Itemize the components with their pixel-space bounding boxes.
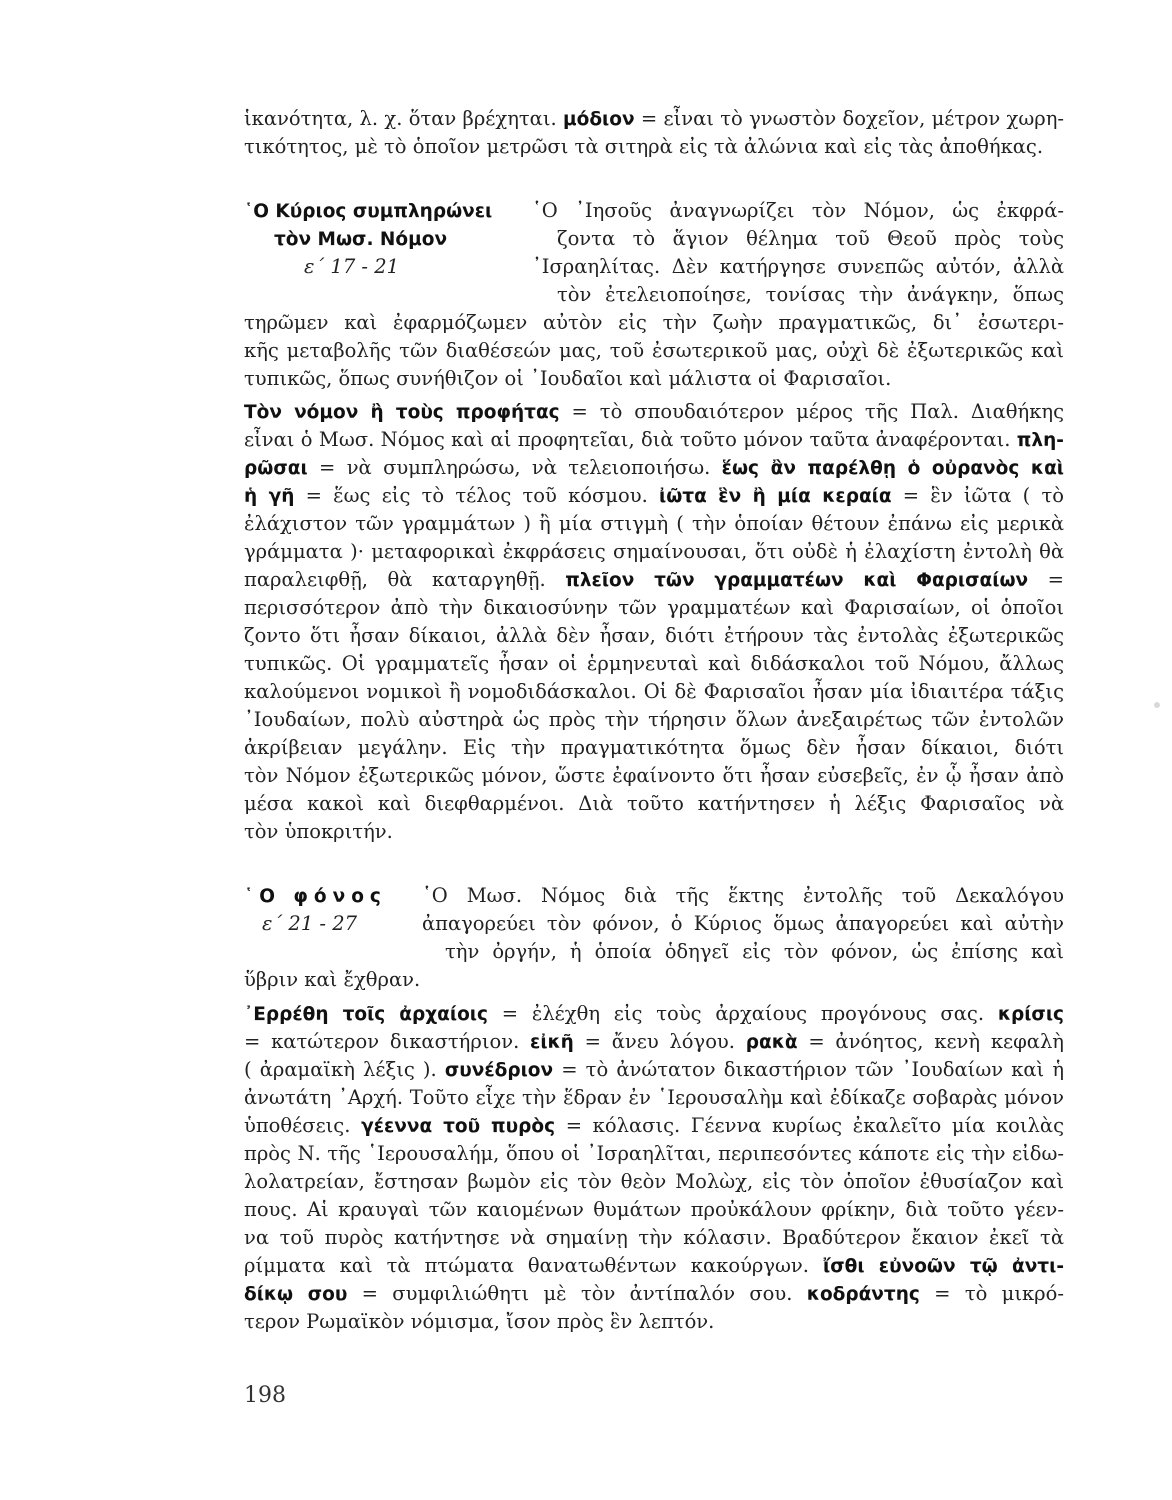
body-text: εἶναι ὁ Μωσ. Νόμος καὶ αἱ προφητεῖαι, διὰ τοῦτο μόνον ταῦτα ἀναφέρονται. — [244, 428, 1017, 451]
body-text: καλούμενοι νομικοὶ ἢ νομοδιδάσκαλοι. Οἱ δὲ Φαρισαῖοι ἦσαν μία ἰδιαιτέρα τάξις — [244, 680, 1064, 703]
text-line — [244, 454, 1064, 482]
text-line — [244, 426, 1064, 454]
text-line — [422, 910, 1064, 938]
text-line — [244, 1056, 1064, 1084]
body-text: τυπικῶς, ὅπως συνήθιζον οἱ ᾿Ιουδαῖοι καὶ μάλιστα οἱ Φαρισαῖοι. — [244, 367, 892, 390]
body-text: τυπικῶς. Οἱ γραμματεῖς ἦσαν οἱ ἑρμηνευταὶ καὶ διδάσκαλοι τοῦ Νόμου, ἄλλως — [244, 652, 1064, 675]
bold-term: ρῶσαι — [244, 458, 308, 479]
bold-term: ρακὰ — [745, 1032, 798, 1053]
body-text: γράμματα )· μεταφορικαὶ ἐκφράσεις σημαίνουσαι, ὅτι οὐδὲ ἡ ἐλαχίστη ἐντολὴ θὰ — [244, 540, 1064, 563]
body-text: = συμφιλιώθητι μὲ τὸν ἀντίπαλόν σου. — [347, 1282, 807, 1305]
bold-term: εἰκῆ — [530, 1032, 574, 1053]
body-text: ρίμματα καὶ τὰ πτώματα θανατωθέντων κακούργων. — [244, 1254, 824, 1277]
text-line — [532, 253, 1064, 281]
bold-term: ἰῶτα ἓν ἢ μία κεραία — [659, 486, 892, 507]
body-text: = ἕως εἰς τὸ τέλος τοῦ κόσμου. — [294, 484, 659, 507]
body-text: = ἓν ἰῶτα ( τὸ — [891, 484, 1064, 507]
body-text: τερον Ρωμαϊκὸν νόμισμα, ἴσον πρὸς ἓν λεπτόν. — [244, 1310, 715, 1333]
text-line — [244, 1028, 1064, 1056]
text-line — [274, 225, 514, 254]
text-line — [244, 482, 1064, 510]
body-text: τὸν ὑποκριτήν. — [244, 820, 393, 843]
body-text: τὴν ὀργήν, ἡ ὁποία ὁδηγεῖ εἰς τὸν φόνον, ὡς ἐπίσης καὶ — [445, 940, 1064, 963]
text-line — [244, 678, 1064, 706]
body-text: παραλειφθῇ, θὰ καταργηθῇ. — [244, 568, 566, 591]
text-line — [445, 938, 1064, 966]
text-line — [262, 910, 412, 938]
text-line — [244, 790, 1064, 818]
body-text: ἐλάχιστον τῶν γραμμάτων ) ἢ μία στιγμὴ ( τὴν ὁποίαν θέτουν ἐπάνω εἰς μερικὰ — [244, 512, 1064, 535]
body-text: = ἀνόητος, κενὴ κεφαλὴ — [797, 1030, 1064, 1053]
body-text: ῾Ο Μωσ. Νόμος διὰ τῆς ἕκτης ἐντολῆς τοῦ Δεκαλόγου — [422, 884, 1064, 907]
bold-term: γέεννα τοῦ πυρὸς — [361, 1116, 556, 1137]
body-text: ὕβριν καὶ ἔχθραν. — [244, 968, 421, 991]
text-line — [244, 566, 1064, 594]
text-line — [244, 133, 1064, 161]
text-line — [422, 882, 1064, 910]
body-text: λολατρείαν, ἔστησαν βωμὸν εἰς τὸν θεὸν Μολὼχ, εἰς τὸν ὁποῖον ἐθυσίαζον καὶ — [244, 1170, 1064, 1193]
text-line — [244, 1168, 1064, 1196]
body-text: πρὸς Ν. τῆς ῾Ιερουσαλήμ, ὅπου οἱ ᾿Ισραηλῖται, περιπεσόντες κάποτε εἰς τὴν εἰδω- — [244, 1142, 1064, 1165]
body-text: = ἐλέχθη εἰς τοὺς ἀρχαίους προγόνους σας. — [487, 1002, 998, 1025]
bold-term: ῾Ο Κύριος συμπληρώνει — [244, 201, 493, 222]
body-text: = — [1028, 568, 1064, 591]
text-line — [244, 734, 1064, 762]
text-line — [244, 594, 1064, 622]
bold-term: κοδράντης — [806, 1284, 920, 1305]
body-text: ἀκρίβειαν μεγάλην. Εἰς τὴν πραγματικότητα ὅμως δὲν ἦσαν δίκαιοι, διότι — [244, 736, 1064, 759]
body-text: = τὸ σπουδαιότερον μέρος τῆς Παλ. Διαθήκης — [559, 400, 1064, 423]
text-line — [244, 398, 1064, 426]
bold-term: ἕως ἂν παρέλθῃ ὁ οὐρανὸς καὶ — [721, 458, 1064, 479]
text-line — [244, 882, 424, 911]
body-text: = εἶναι τὸ γνωστὸν δοχεῖον, μέτρον χωρη- — [634, 107, 1064, 130]
text-line — [244, 1196, 1064, 1224]
text-line — [244, 1280, 1064, 1308]
text-line — [557, 281, 1064, 309]
text-line — [244, 1000, 1064, 1028]
body-text: να τοῦ πυρὸς κατήντησε νὰ σημαίνῃ τὴν κόλασιν. Βραδύτερον ἔκαιον ἐκεῖ τὰ — [244, 1226, 1064, 1249]
body-text: ἀπαγορεύει τὸν φόνον, ὁ Κύριος ὅμως ἀπαγορεύει καὶ αὐτὴν — [422, 912, 1064, 935]
bold-term: δίκῳ σου — [244, 1284, 348, 1305]
body-text: ( ἀραμαϊκὴ λέξις ). — [244, 1058, 445, 1081]
bold-term: ἡ γῆ — [244, 486, 295, 507]
verse-reference: ε΄ 17 - 21 — [304, 255, 400, 278]
body-text: κῆς μεταβολῆς τῶν διαθέσεών μας, τοῦ ἐσωτερικοῦ μας, οὐχὶ δὲ ἐξωτερικῶς καὶ — [244, 339, 1064, 362]
bold-term: κρίσις — [997, 1004, 1064, 1025]
body-text: τὸν ἐτελειοποίησε, τονίσας τὴν ἀνάγκην, ὅπως — [557, 283, 1064, 306]
bold-term: τὸν Μωσ. Νόμον — [274, 229, 448, 250]
body-text: ὑποθέσεις. — [244, 1114, 362, 1137]
body-text: περισσότερον ἀπὸ τὴν δικαιοσύνην τῶν γραμματέων καὶ Φαρισαίων, οἱ ὁποῖοι — [244, 596, 1064, 619]
text-line — [244, 1112, 1064, 1140]
body-text: ἱκανότητα, λ. χ. ὅταν βρέχηται. — [244, 107, 564, 130]
text-line — [244, 1308, 1064, 1336]
text-line — [244, 1252, 1064, 1280]
text-line — [244, 1084, 1064, 1112]
body-text: ζοντο ὅτι ἦσαν δίκαιοι, ἀλλὰ δὲν ἦσαν, διότι ἐτήρουν τὰς ἐντολὰς ἐξωτερικῶς — [244, 624, 1064, 647]
text-line — [244, 309, 1064, 337]
body-text: πους. Αἱ κραυγαὶ τῶν καιομένων θυμάτων προὐκάλουν φρίκην, διὰ τοῦτο γέεν- — [244, 1198, 1064, 1221]
text-line — [304, 253, 504, 281]
body-text: = τὸ ἀνώτατον δικαστήριον τῶν ᾿Ιουδαίων καὶ ἡ — [553, 1058, 1064, 1081]
text-line — [244, 510, 1064, 538]
text-line — [244, 365, 1064, 393]
text-line — [244, 650, 1064, 678]
body-text: = κόλασις. Γέεννα κυρίως ἐκαλεῖτο μία κοιλὰς — [555, 1114, 1064, 1137]
text-line — [244, 1224, 1064, 1252]
body-text: ῾Ο ᾿Ιησοῦς ἀναγνωρίζει τὸν Νόμον, ὡς ἐκφρά- — [532, 199, 1064, 222]
text-line — [244, 966, 1064, 994]
body-text: = νὰ συμπληρώσω, νὰ τελειοποιήσω. — [307, 456, 722, 479]
text-line — [244, 105, 1064, 133]
body-text: = ἄνευ λόγου. — [573, 1030, 746, 1053]
bold-term: πλη- — [1016, 430, 1064, 451]
bold-term: Τὸν νόμον ἢ τοὺς προφήτας — [244, 402, 560, 423]
text-line — [532, 197, 1064, 225]
body-text: = τὸ μικρό- — [919, 1282, 1064, 1305]
body-text: ᾿Ιουδαίων, πολὺ αὐστηρὰ ὡς πρὸς τὴν τήρησιν ὅλων ἀνεξαιρέτως τῶν ἐντολῶν — [244, 708, 1064, 731]
text-line — [244, 706, 1064, 734]
body-text: τὸν Νόμον ἐξωτερικῶς μόνον, ὥστε ἐφαίνοντο ὅτι ἦσαν εὐσεβεῖς, ἐν ᾧ ἦσαν ἀπὸ — [244, 764, 1064, 787]
body-text: = κατώτερον δικαστήριον. — [244, 1030, 531, 1053]
text-line — [244, 762, 1064, 790]
bold-term: πλεῖον τῶν γραμματέων καὶ Φαρισαίων — [565, 570, 1029, 591]
scan-speck — [1154, 702, 1160, 708]
body-text: τικότητος, μὲ τὸ ὁποῖον μετρῶσι τὰ σιτηρὰ εἰς τὰ ἀλώνια καὶ εἰς τὰς ἀποθήκας. — [244, 135, 1044, 158]
text-line — [244, 337, 1064, 365]
body-text: ἀνωτάτη ᾿Αρχή. Τοῦτο εἶχε τὴν ἕδραν ἐν ῾Ιερουσαλὴμ καὶ ἐδίκαζε σοβαρὰς μόνον — [244, 1086, 1064, 1109]
bold-term: ῾Ο φόνος — [244, 886, 387, 907]
text-line — [557, 225, 1064, 253]
text-line — [244, 622, 1064, 650]
body-text: ᾿Ισραηλίτας. Δὲν κατήργησε συνεπῶς αὐτόν, ἀλλὰ — [532, 255, 1064, 278]
text-line — [244, 538, 1064, 566]
bold-term: μόδιον — [563, 109, 635, 130]
text-line — [244, 1140, 1064, 1168]
body-text: μέσα κακοὶ καὶ διεφθαρμένοι. Διὰ τοῦτο κατήντησεν ἡ λέξις Φαρισαῖος νὰ — [244, 792, 1064, 815]
bold-term: ἴσθι εὐνοῶν τῷ ἀντι- — [823, 1256, 1064, 1277]
bold-term: συνέδριον — [444, 1060, 554, 1081]
body-text: ζοντα τὸ ἅγιον θέλημα τοῦ Θεοῦ πρὸς τοὺς — [557, 227, 1064, 250]
text-line — [244, 818, 1064, 846]
body-text: τηρῶμεν καὶ ἐφαρμόζωμεν αὐτὸν εἰς τὴν ζωὴν πραγματικῶς, δι᾿ ἐσωτερι- — [244, 311, 1064, 334]
page-number: 198 — [244, 1383, 286, 1408]
verse-reference: ε΄ 21 - 27 — [262, 912, 358, 935]
bold-term: ᾿Ερρέθη τοῖς ἀρχαίοις — [244, 1004, 488, 1025]
